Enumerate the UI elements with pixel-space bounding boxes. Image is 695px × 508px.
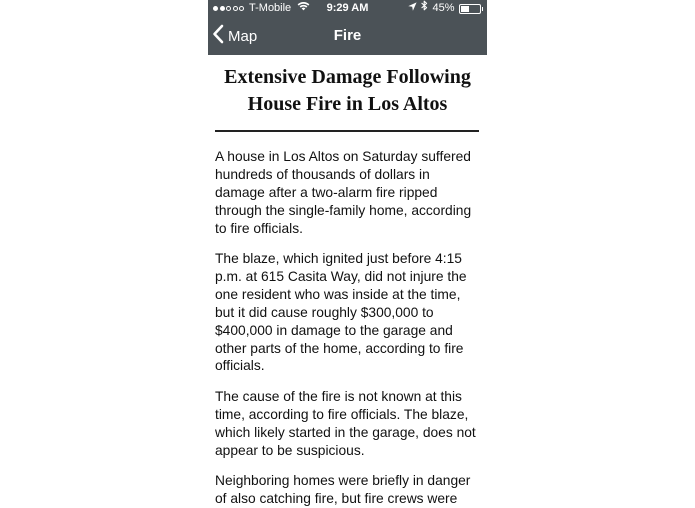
headline-divider (215, 130, 479, 132)
status-bar (208, 0, 487, 17)
article-body (215, 148, 478, 508)
bluetooth-icon (421, 0, 428, 17)
carrier-name: T-Mobile (249, 2, 292, 14)
battery-fill (461, 6, 469, 12)
article-content[interactable] (208, 55, 487, 506)
battery-percent: 45% (432, 2, 455, 14)
article-paragraph: A house in Los Altos on Saturday suffered hundreds of thousands of dollars in damage after a two-alarm fire ripped through the single-family home, according to fire officials. (215, 149, 472, 236)
navigation-bar (208, 17, 487, 55)
battery-body (459, 4, 481, 14)
battery-icon (459, 4, 484, 14)
location-arrow-icon (408, 0, 417, 17)
battery-tip (482, 7, 484, 11)
article-paragraph: The blaze, which ignited just before 4:15 p.m. at 615 Casita Way, did not injure the one resident who was inside at the time, but it did cause roughly $300,000 to $400,000 in damage to the garage and other parts of the home, according to fire officials. (215, 251, 467, 374)
back-label: Map (228, 27, 258, 45)
article-paragraph: Neighboring homes were briefly in danger of also catching fire, but fire crews were (215, 473, 471, 506)
status-right (408, 0, 483, 17)
article-headline: Extensive Damage Following House Fire in Los Altos (224, 66, 471, 115)
phone-screen (208, 0, 487, 506)
clock: 9:29 AM (326, 2, 369, 14)
top-bar (208, 0, 487, 55)
nav-title: Fire (333, 27, 362, 44)
article-paragraph: The cause of the fire is not known at this time, according to fire officials. The blaze, which likely started in the garage, does not appear to be suspicious. (215, 388, 476, 458)
